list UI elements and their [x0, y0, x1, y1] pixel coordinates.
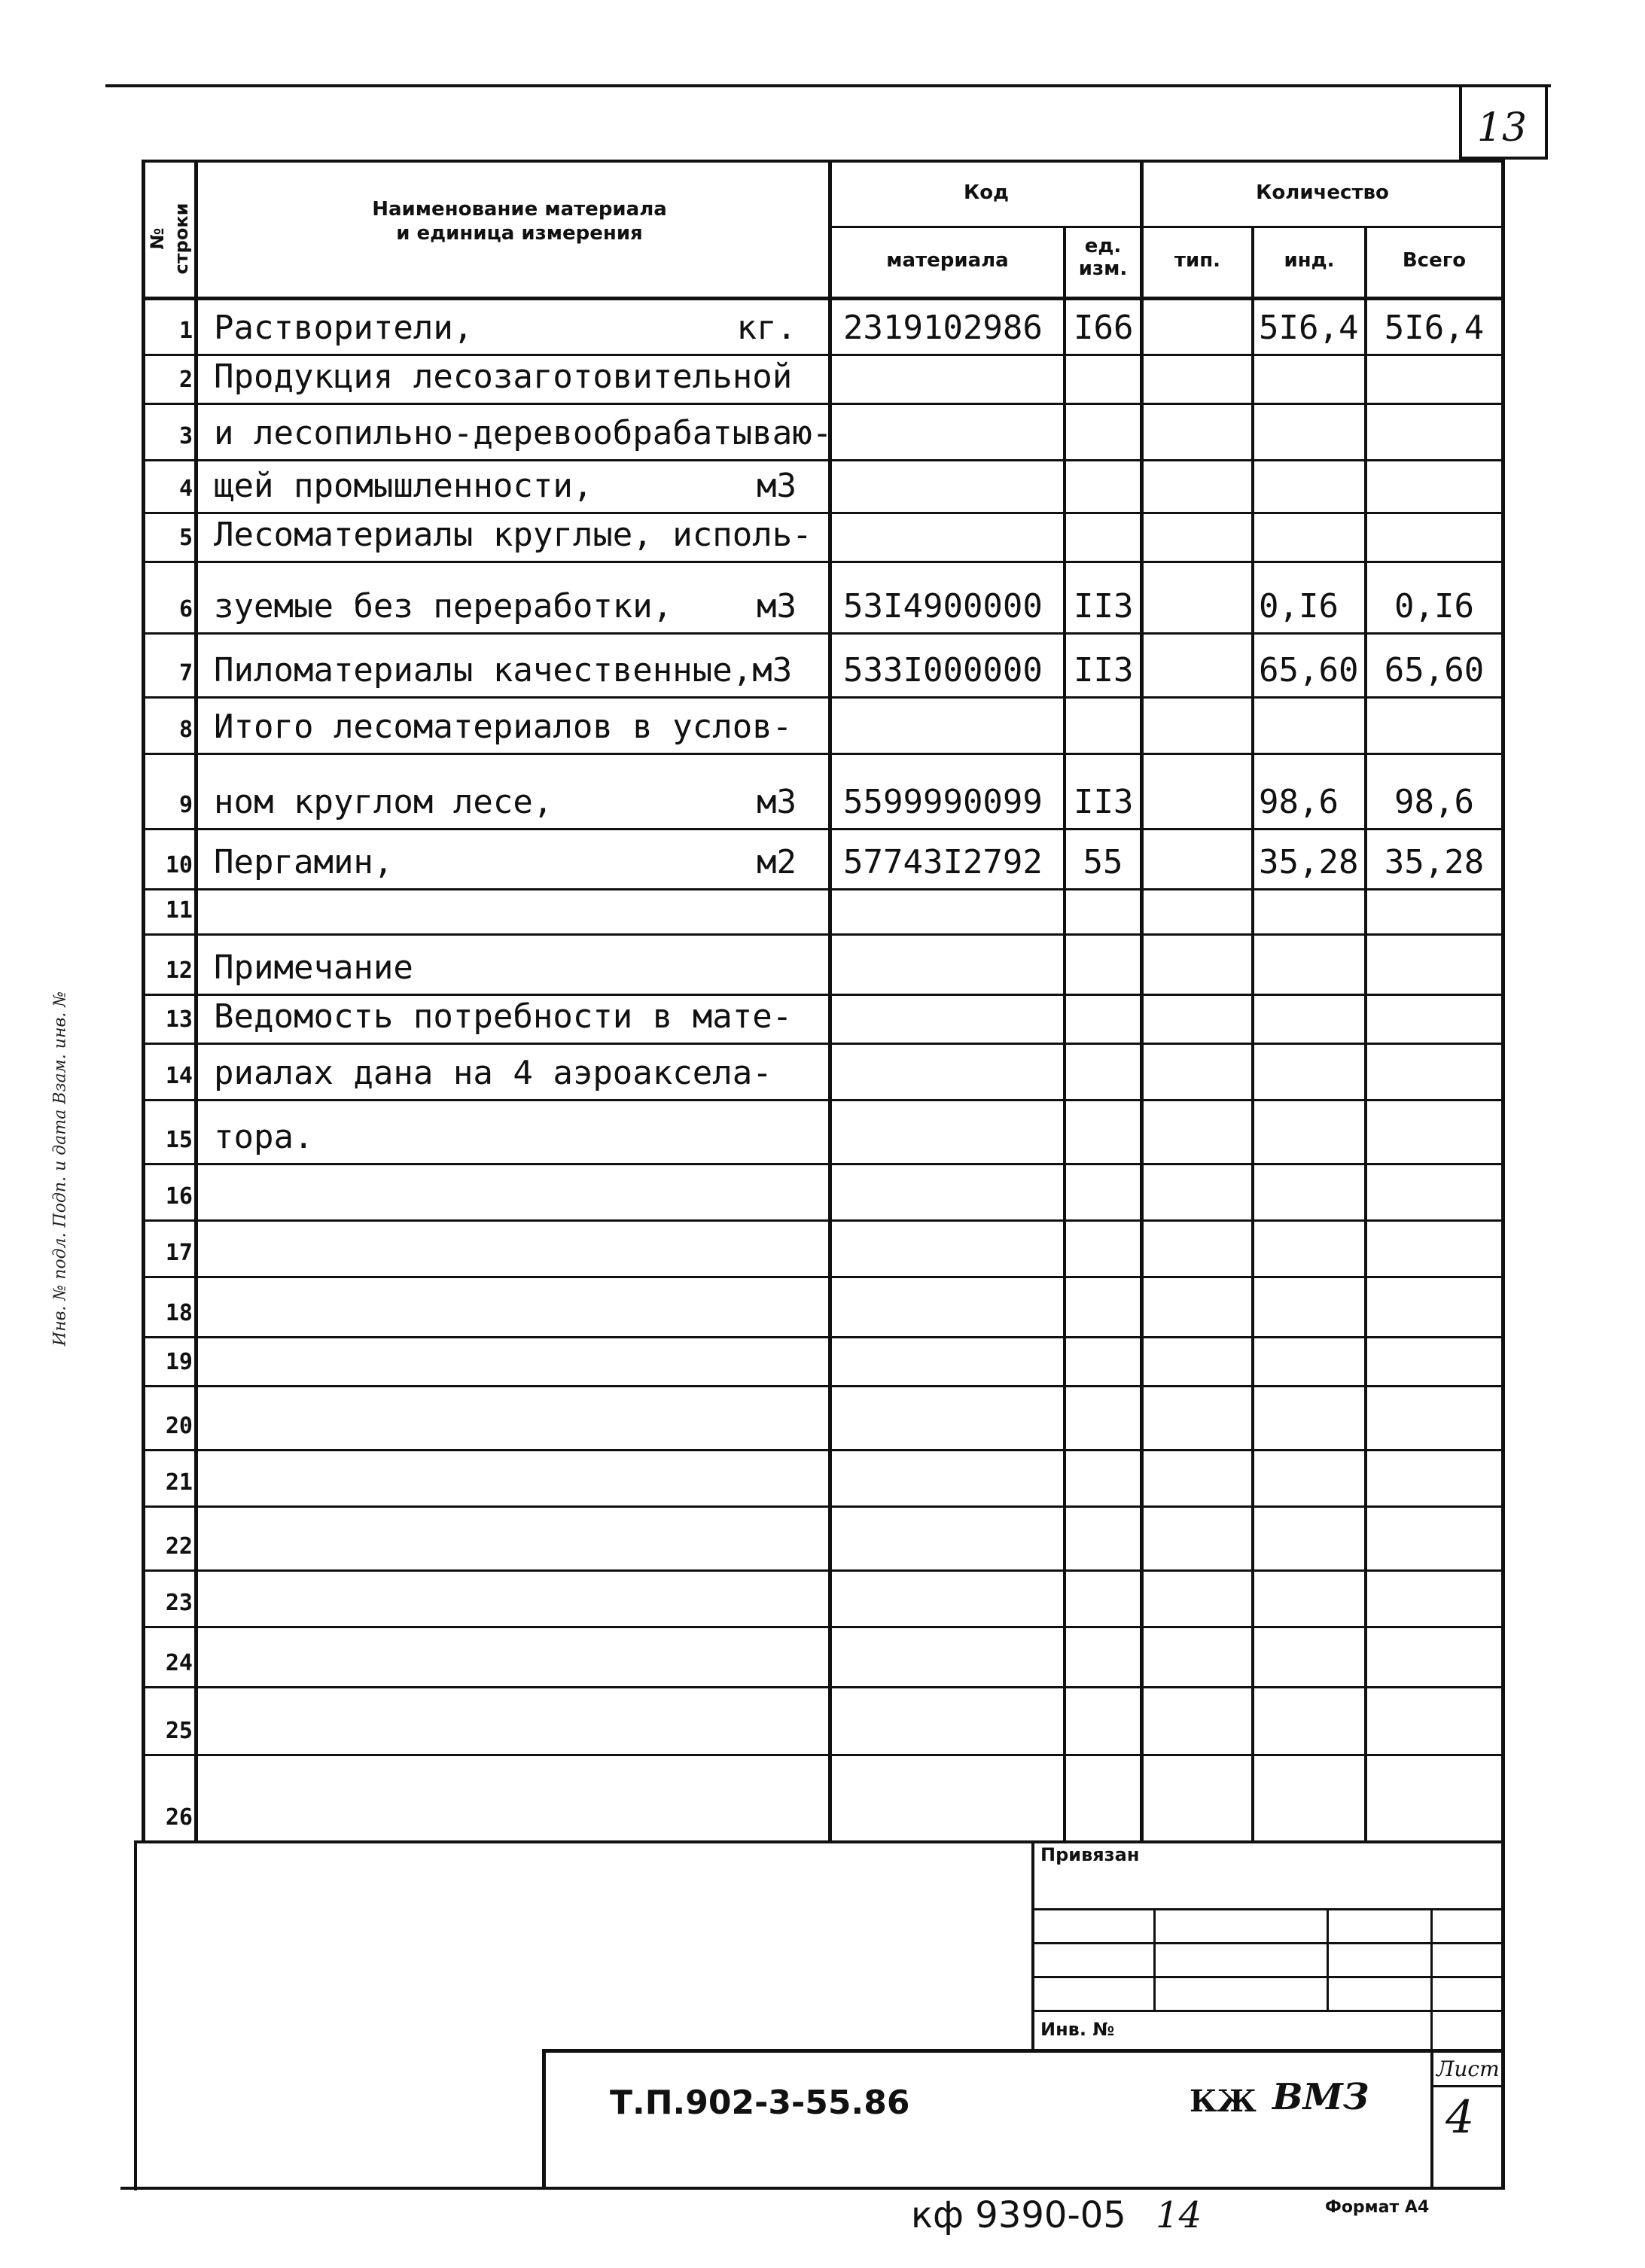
row-number: 19 [165, 1349, 193, 1375]
row-number: 26 [165, 1804, 193, 1831]
row-number: 5 [178, 525, 193, 551]
row-number: 12 [165, 957, 193, 984]
row-qty-total: 0,I6 [1394, 587, 1474, 626]
row-number: 24 [165, 1650, 193, 1676]
header-code-unit: ед. изм. [1078, 235, 1128, 280]
table-right-border [1501, 160, 1505, 1842]
row-divider [142, 888, 1505, 890]
rownum-col-border [194, 160, 198, 1842]
row-material-code: 5599990099 [843, 783, 1043, 821]
stamp-bottom [120, 2187, 1505, 2190]
row-divider [142, 1099, 1505, 1101]
page-number: 13 [1476, 105, 1528, 151]
row-name: Продукция лесозаготовительной [214, 358, 793, 396]
row-divider [142, 1686, 1505, 1688]
row-number: 14 [165, 1063, 193, 1089]
row-unit-code: I66 [1074, 309, 1134, 347]
row-unit-code: 55 [1083, 843, 1123, 881]
row-divider [142, 933, 1505, 936]
row-divider [142, 1276, 1505, 1278]
row-divider [142, 1336, 1505, 1338]
row-divider [142, 459, 1505, 461]
row-divider [142, 1449, 1505, 1451]
header-quantity: Количество [1256, 181, 1389, 204]
list-divider [1430, 2085, 1505, 2087]
header-bottom [142, 297, 1505, 300]
footer-kf [911, 2194, 1202, 2236]
ind-col-border [1364, 226, 1367, 1842]
row-divider [142, 1163, 1505, 1165]
row-divider [142, 632, 1505, 635]
row-name: зуемые без переработки, [214, 587, 673, 626]
row-unit: м3 [757, 783, 797, 821]
row-number: 23 [165, 1590, 193, 1616]
top-border [105, 84, 1551, 87]
row-material-code: 533I000000 [843, 651, 1043, 690]
stamp-left [134, 1840, 137, 2190]
row-material-code: 57743I2792 [843, 843, 1043, 881]
row-number: 7 [178, 660, 193, 686]
row-name: Итого лесоматериалов в услов- [214, 708, 793, 746]
row-divider [142, 561, 1505, 563]
row-unit-code: II3 [1074, 651, 1134, 690]
row-unit-code: II3 [1074, 587, 1134, 626]
page-number-box-left [1459, 84, 1462, 160]
row-number: 6 [178, 596, 193, 623]
privyazan-col-3 [1430, 1908, 1433, 2051]
row-number: 22 [165, 1533, 193, 1560]
row-unit: кг. [736, 309, 797, 347]
row-qty-total: 65,60 [1384, 651, 1485, 690]
row-number: 9 [178, 792, 193, 818]
header-row-number: № строки [147, 202, 192, 275]
row-unit: м2 [757, 843, 797, 881]
row-divider [142, 1385, 1505, 1387]
privyazan-line-1 [1031, 1908, 1505, 1910]
row-qty-ind: 98,6 [1259, 783, 1339, 821]
header-mid [828, 226, 1505, 228]
privyazan-line-4 [1031, 2010, 1505, 2012]
row-number: 13 [165, 1006, 193, 1033]
page-number-box-right [1545, 84, 1548, 160]
doc-mark: КЖ [1190, 2084, 1257, 2119]
row-divider [142, 1043, 1505, 1045]
privyazan-box-left [1031, 1840, 1034, 2051]
margin-note: Инв. № подл. Подп. и дата Взам. инв. № [50, 991, 70, 1347]
row-unit: м3 [757, 587, 797, 626]
row-number: 17 [165, 1240, 193, 1266]
row-number: 20 [165, 1413, 193, 1439]
row-qty-total: 5I6,4 [1384, 309, 1485, 347]
list-value: 4 [1445, 2091, 1475, 2144]
privyazan-col-2 [1327, 1908, 1329, 2010]
row-number: 10 [165, 852, 193, 878]
row-qty-ind: 0,I6 [1259, 587, 1339, 626]
header-code-material: материала [886, 249, 1009, 272]
row-name: Лесоматериалы круглые, исполь- [214, 516, 812, 554]
header-qty-ind: инд. [1284, 249, 1335, 272]
row-name: ном круглом лесе, [214, 783, 553, 821]
row-number: 21 [165, 1469, 193, 1496]
row-number: 18 [165, 1300, 193, 1326]
row-qty-total: 98,6 [1394, 783, 1474, 821]
row-name: Примечание [214, 948, 413, 987]
privyazan-line-2 [1031, 1942, 1505, 1944]
title-block-left [542, 2049, 546, 2188]
inv-no-label: Инв. № [1040, 2019, 1115, 2040]
row-divider [142, 1626, 1505, 1628]
doc-mark-handwritten: ВМЗ [1272, 2076, 1369, 2118]
row-number: 2 [178, 367, 193, 393]
header-name: Наименование материала и единица измерения [372, 198, 667, 245]
footer-format: Формат А4 [1325, 2198, 1430, 2217]
row-divider [142, 1754, 1505, 1756]
edizm-col-border [1140, 160, 1144, 1842]
row-unit: м3 [757, 467, 797, 505]
row-name: щей промышленности, [214, 467, 593, 505]
row-divider [142, 828, 1505, 830]
code-col-border [1063, 226, 1066, 1842]
row-name: риалах дана на 4 аэроаксела- [214, 1054, 772, 1092]
header-qty-total: Всего [1402, 249, 1467, 272]
row-qty-total: 35,28 [1384, 843, 1485, 881]
row-name: Пергамин, [214, 843, 394, 881]
footer-kf-number: 14 [1156, 2194, 1202, 2236]
row-divider [142, 1219, 1505, 1222]
row-name: Ведомость потребности в мате- [214, 997, 793, 1036]
row-qty-ind: 35,28 [1259, 843, 1359, 881]
footer-kf-text: кф 9390-05 [911, 2194, 1126, 2236]
list-label: Лист [1436, 2056, 1500, 2081]
row-name: и лесопильно-деревообрабатываю- [214, 414, 833, 452]
row-number: 15 [165, 1127, 193, 1153]
header-qty-type: тип. [1174, 249, 1221, 272]
stamp-right [1501, 1840, 1505, 2190]
row-name: Растворители, [214, 309, 474, 347]
row-material-code: 53I4900000 [843, 587, 1043, 626]
row-divider [142, 753, 1505, 755]
doc-code: Т.П.902-3-55.86 [610, 2084, 910, 2122]
header-code: Код [963, 181, 1010, 204]
row-number: 25 [165, 1718, 193, 1744]
list-box-left [1430, 2049, 1433, 2188]
row-material-code: 2319102986 [843, 309, 1043, 347]
row-divider [142, 403, 1505, 405]
privyazan-col-1 [1153, 1908, 1156, 2010]
row-qty-ind: 5I6,4 [1259, 309, 1359, 347]
row-divider [142, 696, 1505, 699]
row-number: 4 [178, 476, 193, 502]
row-number: 11 [165, 897, 193, 924]
header-top [142, 160, 1505, 163]
row-divider [142, 1505, 1505, 1508]
row-number: 1 [178, 318, 193, 344]
privyazan-line-3 [1031, 1976, 1505, 1978]
row-qty-ind: 65,60 [1259, 651, 1359, 690]
row-divider [142, 1569, 1505, 1572]
privyazan-label: Привязан [1040, 1844, 1140, 1865]
row-unit-code: II3 [1074, 783, 1134, 821]
row-number: 8 [178, 717, 193, 743]
tip-col-border [1251, 226, 1254, 1842]
row-number: 16 [165, 1183, 193, 1210]
row-number: 3 [178, 423, 193, 449]
stamp-top [134, 1840, 1505, 1843]
row-name: тора. [214, 1118, 314, 1156]
title-block-top [542, 2049, 1505, 2053]
row-name: Пиломатериалы качественные,м3 [214, 651, 793, 690]
